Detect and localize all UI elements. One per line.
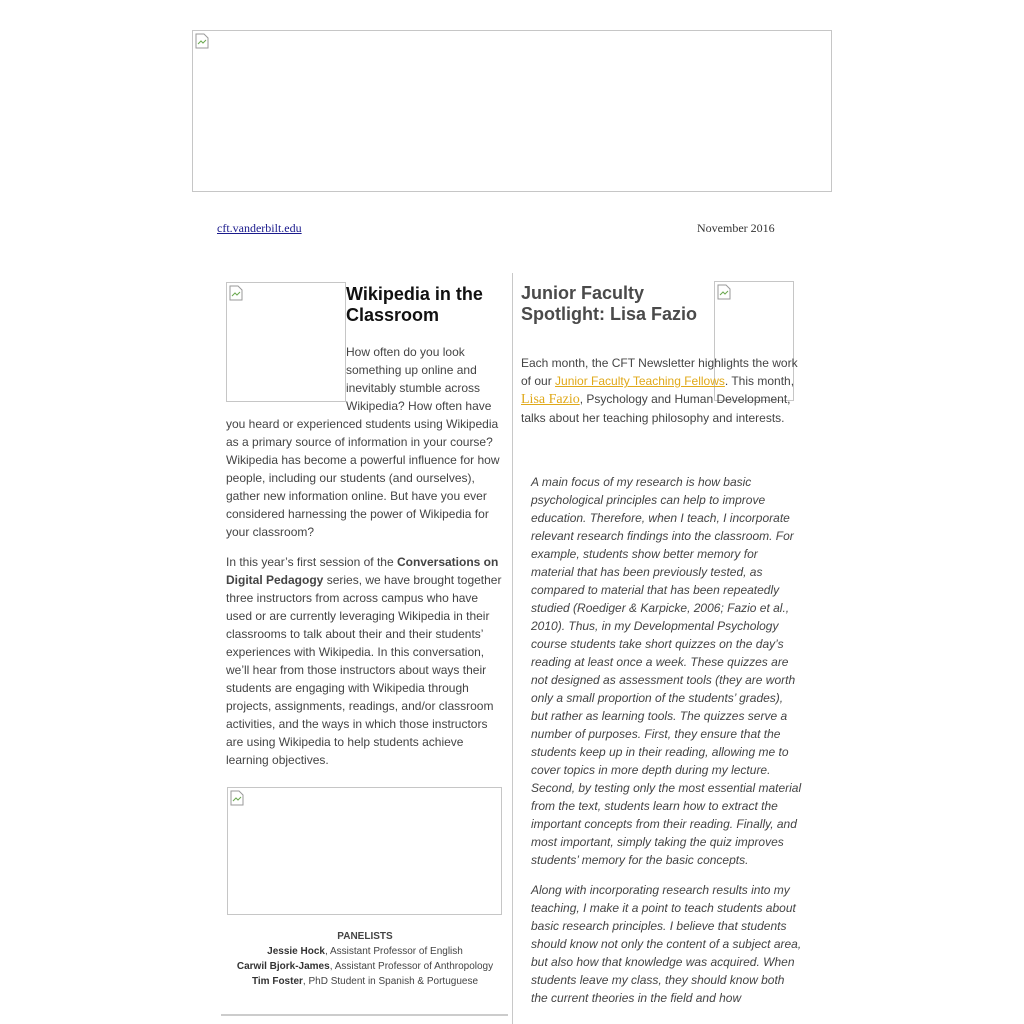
spotlight-intro [521, 354, 801, 427]
junior-faculty-fellows-link[interactable]: Junior Faculty Teaching Fellows [555, 374, 725, 388]
series-name: Conversations on Digital Pedagogy [226, 555, 499, 587]
broken-image-icon [230, 790, 244, 806]
wikipedia-article-paragraph-1: How often do you look something up online and inevitably stumble across Wikipedia? How often have you heard or experienced students using Wikipedia as a primary source of information in your course? Wikipedia has become a powerful influence for how people, including our students (and ourselves), gather new information online. But have you ever considered harnessing the power of Wikipedia for your classroom? [226, 345, 500, 539]
panelist-name: Carwil Bjork-James [236, 961, 330, 972]
panelist-role: , PhD Student in Spanish & Portuguese [302, 976, 479, 987]
panelists-list [220, 929, 510, 989]
panelists-heading: PANELISTS [337, 931, 393, 942]
wikipedia-article-title: Wikipedia in the Classroom [346, 284, 483, 325]
newsletter-banner-image [192, 30, 832, 192]
wikipedia-article-paragraph-2 [226, 553, 504, 769]
column-divider [512, 273, 513, 1024]
panelist-name: Jessie Hock [267, 946, 325, 957]
spotlight-quote [531, 473, 803, 1019]
issue-date: November 2016 [697, 221, 775, 235]
quote-paragraph: Along with incorporating research results into my teaching, I make it a point to teach students about basic research principles. I believe that students should know not only the content of a subject area, but also how that knowledge was acquired. When students leave my class, they should know both the current theories in the field and how [531, 883, 802, 1005]
site-link[interactable]: cft.vanderbilt.edu [217, 221, 302, 235]
panelist-role: , Assistant Professor of Anthropology [329, 961, 494, 972]
broken-image-icon [229, 285, 243, 301]
panelist-item [220, 974, 510, 989]
panelist-item [220, 959, 510, 974]
broken-image-icon [195, 33, 209, 49]
panelists-photo [227, 787, 502, 915]
lisa-fazio-link[interactable]: Lisa Fazio [521, 392, 580, 407]
paragraph-2-text-after: series, we have brought together three instructors from across campus who have used or are currently leveraging Wikipedia in their classrooms to talk about their and their students’ experiences with Wikipedia. In this conversation, we’ll hear from those instructors about ways their students are engaging with Wikipedia through projects, assignments, readings, and/or classroom activities, and the ways in which those instructors are using Wikipedia to help students achieve learning objectives. [226, 573, 502, 767]
quote-paragraph: A main focus of my research is how basic psychological principles can help to improve education. Therefore, when I teach, I incorporate relevant research findings into the classroom. For example, students show better memory for material that has been previously tested, as compared to material that has been repeatedly studied (Roediger & Karpicke, 2006; Fazio et al., 2010). Thus, in my Developmental Psychology course students take short quizzes on the day’s reading at least once a week. These quizzes are not designed as assessment tools (they are worth only a small proportion of the students’ grades), but rather as learning tools. The quizzes serve a number of purposes. First, they ensure that the students keep up in their reading, allowing me to cover topics in more depth during my lecture. Second, by testing only the most essential material from the text, students learn how to extract the important concepts from their reading. Finally, and most important, simply taking the quiz improves students’ memory for the basic concepts. [531, 475, 802, 867]
spotlight-intro-text: Each month, the CFT Newsletter highlights the work of our [521, 356, 798, 388]
panelist-name: Tim Foster [251, 976, 303, 987]
spotlight-title: Junior Faculty Spotlight: Lisa Fazio [521, 283, 697, 324]
panelist-role: , Assistant Professor of English [324, 946, 463, 957]
spotlight-intro-text: . This month, [724, 374, 795, 388]
paragraph-2-text-before: In this year’s first session of the [226, 555, 397, 569]
wikipedia-article-image [226, 282, 346, 402]
wikipedia-article [226, 282, 504, 781]
broken-image-icon [717, 284, 731, 300]
section-divider [221, 1014, 508, 1016]
panelist-item [220, 944, 510, 959]
spotlight-intro-text: , Psychology and Human Development, talks about her teaching philosophy and interests. [521, 392, 791, 425]
